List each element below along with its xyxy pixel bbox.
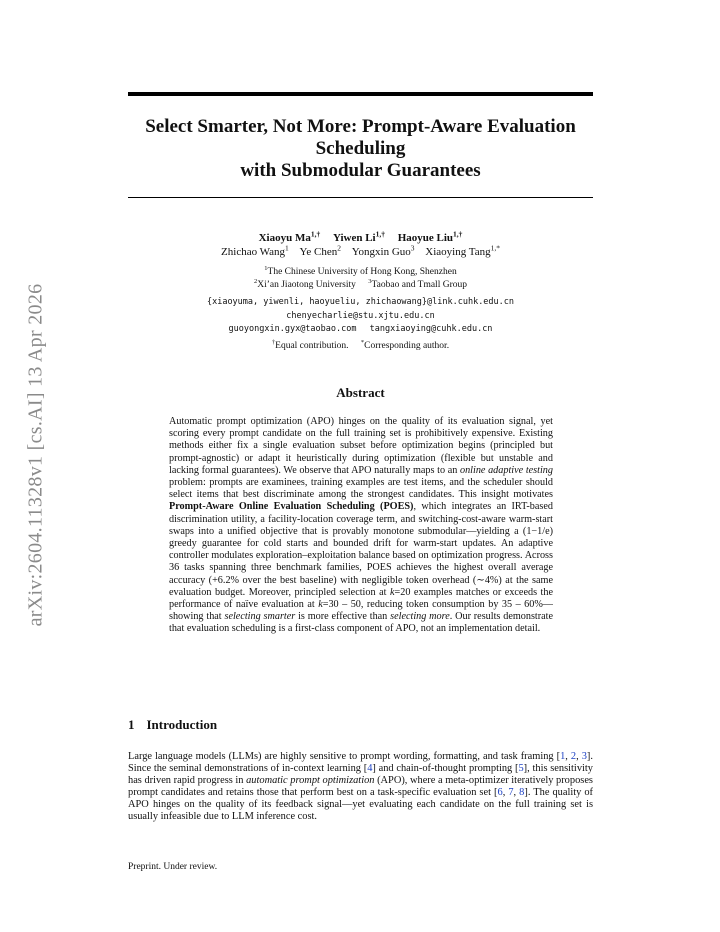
title-line: with Submodular Guarantees (240, 160, 481, 181)
section-number: 1 (128, 717, 135, 732)
author-list (128, 231, 593, 259)
title-line: Scheduling (315, 138, 406, 159)
citation-link[interactable]: 8 (519, 787, 525, 798)
citation-link[interactable]: 7 (508, 787, 514, 798)
math: k (318, 599, 323, 611)
introduction-paragraph: Large language models (LLMs) are highly sensitive to prompt wording, formatting, and task framing [1, 2, 3]. Since the seminal demonstrations of in-context learning [4] and chain-of-thought prompting [5], this sensitivity has driven rapid progress in automatic prompt optimization (APO), where a meta-optimizer iteratively proposes prompt candidates and retains those that perform best on a task-specific evaluation set [6, 7, 8]. The quality of APO hinges on the quality of its feedback signal—yet evaluating each candidate on the full training set is usually infeasible due to LLM inference cost. (128, 751, 594, 822)
citation-link[interactable]: 1 (560, 751, 566, 762)
affiliation: $^3$Taobao and Tmall Group (368, 277, 467, 290)
author: Yiwen $Li^{1,\dagger}$ (332, 229, 385, 244)
preprint-footer: Preprint. Under review. (128, 862, 218, 872)
citation-link[interactable]: 4 (367, 763, 373, 774)
affiliations (128, 266, 593, 291)
author: Haoyue Liu$^{1,\dagger}$ (397, 229, 463, 244)
abstract-body: Automatic prompt optimization (APO) hinges on the quality of its evaluation signal, yet scoring every prompt candidate on the full training set is prohibitively expensive. Existing methods either fix a single evaluation subset before optimization begins (principled but prompt-agnostic) or adapt it heuristically during optimization (flexible but unstable and lacking formal guarantees). We observe that APO naturally maps to an online adaptive testing problem: prompts are examinees, training examples are test items, and the scheduler should select items that best discriminate among the strongest candidates. This insight motivates Prompt-Aware Online Evaluation Scheduling (POES), which integrates an IRT-based discrimination utility, a facility-location coverage term, and switching-cost-aware warm-start swaps into a unified objective that is provably monotone submodular—yielding a (1−1/e) greedy guarantee for cold starts and bounded drift for warm-start updates. An adaptive controller modulates exploration–exploitation balance based on optimization progress. Across 36 tasks spanning three benchmark families, POES achieves the highest overall average accuracy (+6.2% over the best baseline) with negligible token overhead (∼4%) at the same evaluation budget. Moreover, principled selection at k=20 examples matches or exceeds the performance of naïve evaluation at k=30 – 50, reducing token consumption by 35 – 60%—showing that selecting smarter is more effective than selecting more. Our results demonstrate that evaluation scheduling is a first-class component of APO, not an implementation detail. (169, 416, 554, 635)
author: Ye Chen$^2$ (299, 243, 341, 258)
section-heading (128, 717, 217, 733)
paper-title (128, 116, 593, 182)
affiliation: $^2$Xi’an Jiaotong University (254, 277, 356, 290)
title-line: Select Smarter, Not More: Prompt-Aware Evaluation (145, 116, 576, 137)
author-row (128, 231, 593, 245)
title-rule-top (128, 92, 593, 96)
email-block (128, 296, 593, 337)
title-rule-bottom (128, 197, 593, 198)
email-line: chenyecharlie@stu.xjtu.edu.cn (286, 310, 435, 321)
citation-link[interactable]: 5 (518, 763, 524, 774)
affiliation-row (128, 279, 593, 292)
section-title: Introduction (146, 717, 218, 732)
math: k (389, 586, 395, 598)
author: Yongxin Guo$^3$ (351, 243, 415, 258)
corresponding-author-note: *Corresponding author. (360, 338, 450, 351)
author: Xiaoyu $Ma^{1,\dagger}$ (258, 229, 321, 244)
email-line (128, 323, 593, 337)
author-row (128, 245, 593, 259)
author: Xiaoying Tang$^{1,*}$ (425, 243, 500, 258)
email-line: {xiaoyuma, yiwenli, haoyueliu, zhichaowang}@link.cuhk.edu.cn (206, 297, 515, 307)
abstract-heading: Abstract (336, 385, 385, 400)
citation-link[interactable]: 6 (497, 787, 503, 798)
email: tangxiaoying@cuhk.edu.cn (369, 324, 493, 334)
citation-link[interactable]: 3 (581, 751, 587, 762)
math: (1−1/e) (522, 525, 553, 537)
equal-contribution-note: †Equal contribution. (271, 338, 349, 351)
author-notes (128, 340, 593, 352)
email: guoyongxin.gyx@taobao.com (228, 324, 357, 334)
arxiv-id: arXiv:2604.11328v1 [cs.AI] 13 Apr 2026 (24, 283, 47, 627)
author: Zhichao Wang$^1$ (221, 243, 289, 258)
citation-link[interactable]: 2 (570, 751, 577, 762)
affiliation: $^1$The Chinese University of Hong Kong, Shenzhen (264, 264, 457, 277)
